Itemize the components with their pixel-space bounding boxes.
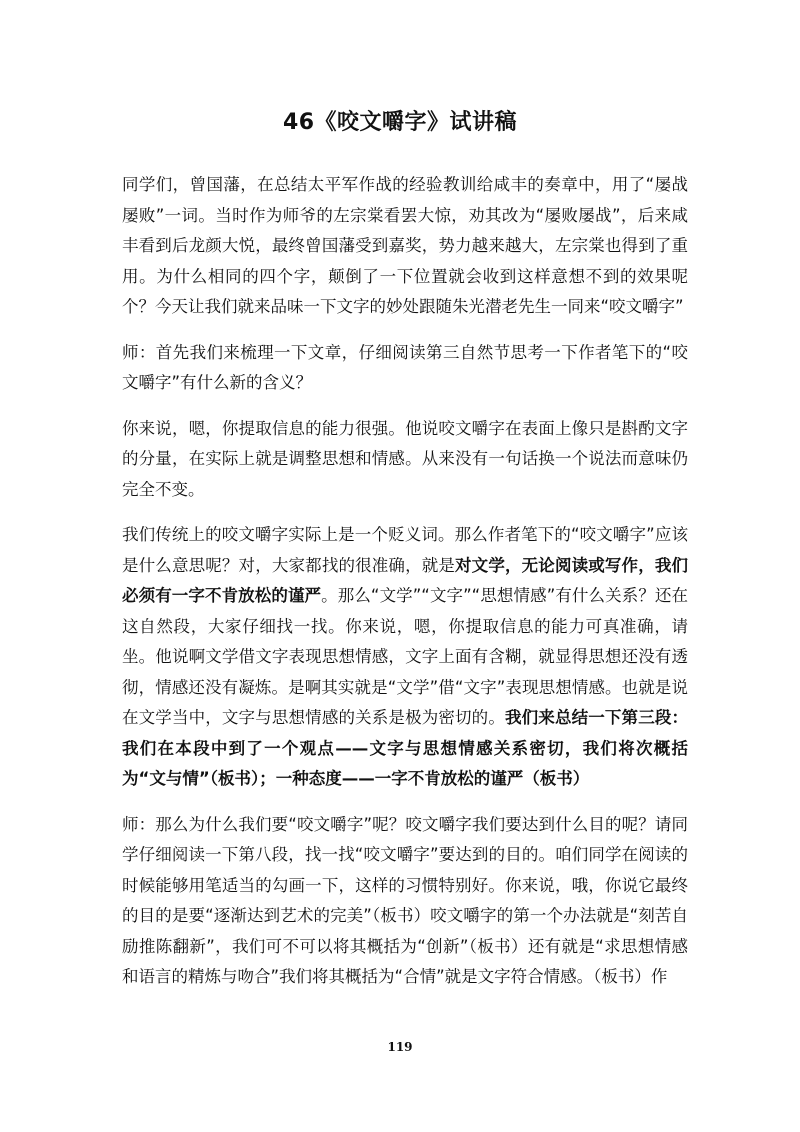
paragraph-question-1 — [122, 338, 688, 399]
paragraph-bold-summary: 我们来总结一下第三段：我们在本段中到了一个观点——文字与思想情感关系密切，我们将次概括为“文与情”（板书）；一种态度——一字不肯放松的谨严（板书） — [122, 708, 689, 788]
paragraph-text: 师：首先我们来梳理一下文章，仔细阅读第三自然节思考一下作者笔下的“咬文嚼字”有什么新的含义？ — [122, 342, 688, 392]
document-body — [122, 170, 688, 1008]
paragraph-text: 同学们，曾国藩，在总结太平军作战的经验教训给咸丰的奏章中，用了“屡战屡败”一词。当时作为师爷的左宗棠看罢大惊，劝其改为“屡败屡战”，后来咸丰看到后龙颜大悦，最终曾国藩受到嘉奖，势力越来越大，左宗棠也得到了重用。为什么相同的四个字，颠倒了一下位置就会收到这样意想不到的效果呢个？今天让我们就来品味一下文字的妙处跟随朱光潜老先生一同来“咬文嚼字” — [122, 175, 688, 316]
paragraph-intro — [122, 170, 688, 323]
paragraph-text: 。那么“文学”“文字”“思想情感”有什么关系？还在这自然段，大家仔细找一找。你来说，嗯，你提取信息的能力可真准确，请坐。他说啊文学借文字表现思想情感，文字上面有含糊，就显得思想还没有透彻，情感还没有凝炼。是啊其实就是“文学”借“文字”表现思想情感。也就是说在文学当中，文字与思想情感的关系是极为密切的。 — [122, 586, 689, 727]
paragraph-text: 我们传统上的咬文嚼字实际上是一个贬义词。那么作者笔下的“咬文嚼字”应该是什么意思呢？对，大家都找的很准确，就是 — [122, 525, 688, 575]
page-number: 119 — [387, 1040, 413, 1054]
page-title: 46《咬文嚼字》试讲稿 — [282, 110, 518, 135]
paragraph-question-2 — [122, 810, 688, 993]
paragraph-text: 你来说，嗯，你提取信息的能力很强。他说咬文嚼字在表面上像只是斟酌文字的分量，在实际上就是调整思想和情感。从来没有一句话换一个说法而意味仍完全不变。 — [122, 418, 688, 499]
paragraph-text: 师：那么为什么我们要“咬文嚼字”呢？咬文嚼字我们要达到什么目的呢？请同学仔细阅读一下第八段，找一找“咬文嚼字”要达到的目的。咱们同学在阅读的时候能够用笔适当的勾画一下，这样的习惯特别好。你来说，哦，你说它最终的目的是要“逐渐达到艺术的完美”（板书）咬文嚼字的第一个办法就是“刻苦自励推陈翻新”，我们可不可以将其概括为“创新”（板书）还有就是“求思想情感和语言的精炼与吻合”我们将其概括为“合情”就是文字符合情感。（板书）作 — [122, 814, 688, 986]
paragraph-analysis — [122, 520, 688, 795]
paragraph-bold-text: 对文学，无论阅读或写作，我们必须有一字不肯放松的谨严 — [122, 555, 689, 605]
paragraph-answer-1 — [122, 414, 688, 506]
